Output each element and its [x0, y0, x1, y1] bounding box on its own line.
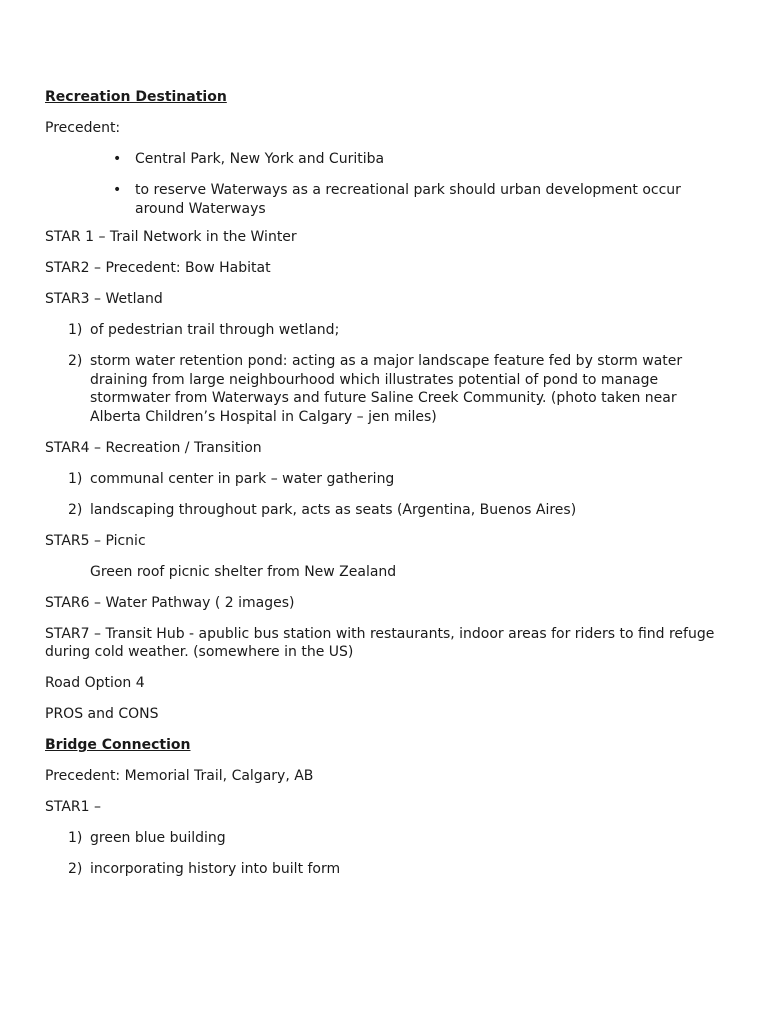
- star4-line: STAR4 – Recreation / Transition: [45, 439, 262, 456]
- document-page: [45, 88, 725, 891]
- bullet-item: [45, 181, 725, 218]
- bullet-text: to reserve Waterways as a recreational park should urban development occur around Waterways: [135, 182, 681, 217]
- star2-line: STAR2 – Precedent: Bow Habitat: [45, 260, 271, 276]
- precedent-label: Precedent:: [45, 120, 121, 136]
- star1-line: STAR 1 – Trail Network in the Winter: [45, 229, 297, 245]
- numbered-text: of pedestrian trail through wetland;: [90, 322, 340, 338]
- star3-line: STAR3 – Wetland: [45, 291, 163, 307]
- numbered-text: communal center in park – water gathering: [90, 470, 395, 487]
- bridge-precedent-line: Precedent: Memorial Trail, Calgary, AB: [45, 768, 314, 784]
- bullet-marker: •: [113, 182, 122, 198]
- number-marker: 2): [68, 353, 83, 369]
- bullet-marker: •: [113, 151, 122, 167]
- pros-cons-line: PROS and CONS: [45, 706, 159, 722]
- section-heading-bridge: Bridge Connection: [45, 737, 191, 753]
- star5-detail: Green roof picnic shelter from New Zealand: [90, 563, 397, 580]
- numbered-item: [45, 352, 725, 426]
- star7-line: STAR7 – Transit Hub - apublic bus station with restaurants, indoor areas for riders to find refuge during cold weather. (somewhere in the US): [45, 625, 715, 660]
- numbered-text: green blue building: [90, 830, 226, 846]
- number-marker: 1): [68, 322, 83, 338]
- numbered-item: [45, 321, 725, 340]
- section-heading-recreation: Recreation Destination: [45, 89, 227, 105]
- star6-line: STAR6 – Water Pathway ( 2 images): [45, 594, 295, 611]
- numbered-text: incorporating history into built form: [90, 861, 341, 877]
- bullet-item: [45, 150, 725, 169]
- bullet-text: Central Park, New York and Curitiba: [135, 151, 385, 167]
- numbered-text: storm water retention pond: acting as a major landscape feature fed by storm water draining from large neighbourhood which illustrates potential of pond to manage stormwater from Waterways and future Saline Creek Community. (photo taken near Alberta Children’s Hospital in Calgary – jen miles): [90, 353, 683, 425]
- number-marker: 1): [68, 470, 83, 487]
- numbered-item: [45, 470, 725, 489]
- numbered-item: [45, 501, 725, 520]
- star5-line: STAR5 – Picnic: [45, 532, 146, 549]
- bridge-star1-line: STAR1 –: [45, 799, 102, 815]
- number-marker: 1): [68, 830, 83, 846]
- road-option-line: Road Option 4: [45, 675, 145, 691]
- number-marker: 2): [68, 501, 83, 518]
- number-marker: 2): [68, 861, 83, 877]
- numbered-item: [45, 829, 725, 848]
- numbered-text: landscaping throughout park, acts as seats (Argentina, Buenos Aires): [90, 501, 577, 518]
- numbered-item: [45, 860, 725, 879]
